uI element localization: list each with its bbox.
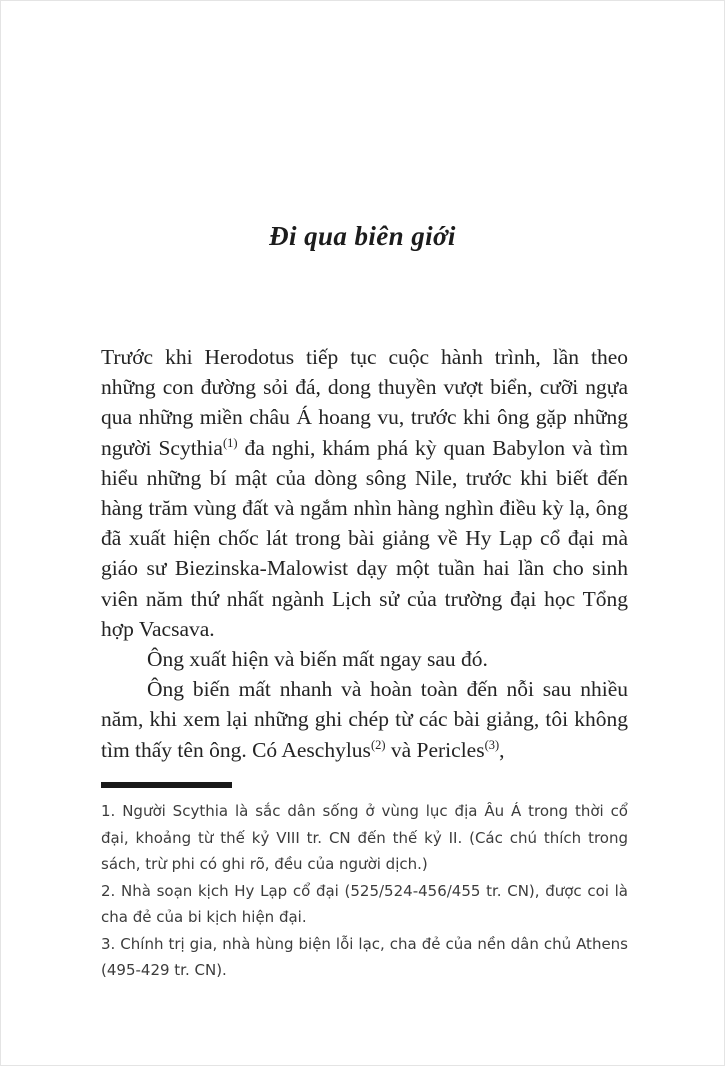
footnotes xyxy=(101,798,628,984)
footnote-reference: (3) xyxy=(484,737,500,752)
footnote-item: 2. Nhà soạn kịch Hy Lạp cổ đại (525/524-456/455 tr. CN), được coi là cha đẻ của bi kịch hiện đại. xyxy=(101,881,628,926)
footnote-divider xyxy=(101,782,232,788)
body-paragraph: Ông biến mất nhanh và hoàn toàn đến nỗi sau nhiều năm, khi xem lại những ghi chép từ các bài giảng, tôi không tìm thấy tên ông. Có Aeschylus$^{(2)}$ và Pericles$^{(3)}$, xyxy=(101,677,628,762)
body-paragraph: Ông xuất hiện và biến mất ngay sau đó. xyxy=(147,647,488,672)
body-text xyxy=(101,342,628,765)
footnote-item: 1. Người Scythia là sắc dân sống ở vùng lục địa Âu Á trong thời cổ đại, khoảng từ thế kỷ VIII tr. CN đến thế kỷ II. (Các chú thích trong sách, trừ phi có ghi rõ, đều của người dịch.) xyxy=(101,802,628,873)
footnote-reference: (2) xyxy=(370,737,386,752)
chapter-title: Đi qua biên giới xyxy=(269,221,456,251)
footnote-reference: (1) xyxy=(222,435,238,450)
footnote-item: 3. Chính trị gia, nhà hùng biện lỗi lạc, cha đẻ của nền dân chủ Athens (495-429 tr. CN). xyxy=(101,934,628,979)
body-paragraph: Trước khi Herodotus tiếp tục cuộc hành trình, lần theo những con đường sỏi đá, dong thuyền vượt biển, cưỡi ngựa qua những miền châu Á hoang vu, trước khi ông gặp những người Scythia$^{(1)}$ đa nghi, khám phá kỳ quan Babylon và tìm hiểu những bí mật của dòng sông Nile, trước khi biết đến hàng trăm vùng đất và ngắm nhìn hàng nghìn điều kỳ lạ, ông đã xuất hiện chốc lát trong bài giảng về Hy Lạp cổ đại mà giáo sư Biezinska-Malowist dạy một tuần hai lần cho sinh viên năm thứ nhất ngành Lịch sử của trường đại học Tổng hợp Vacsava. xyxy=(101,345,628,641)
